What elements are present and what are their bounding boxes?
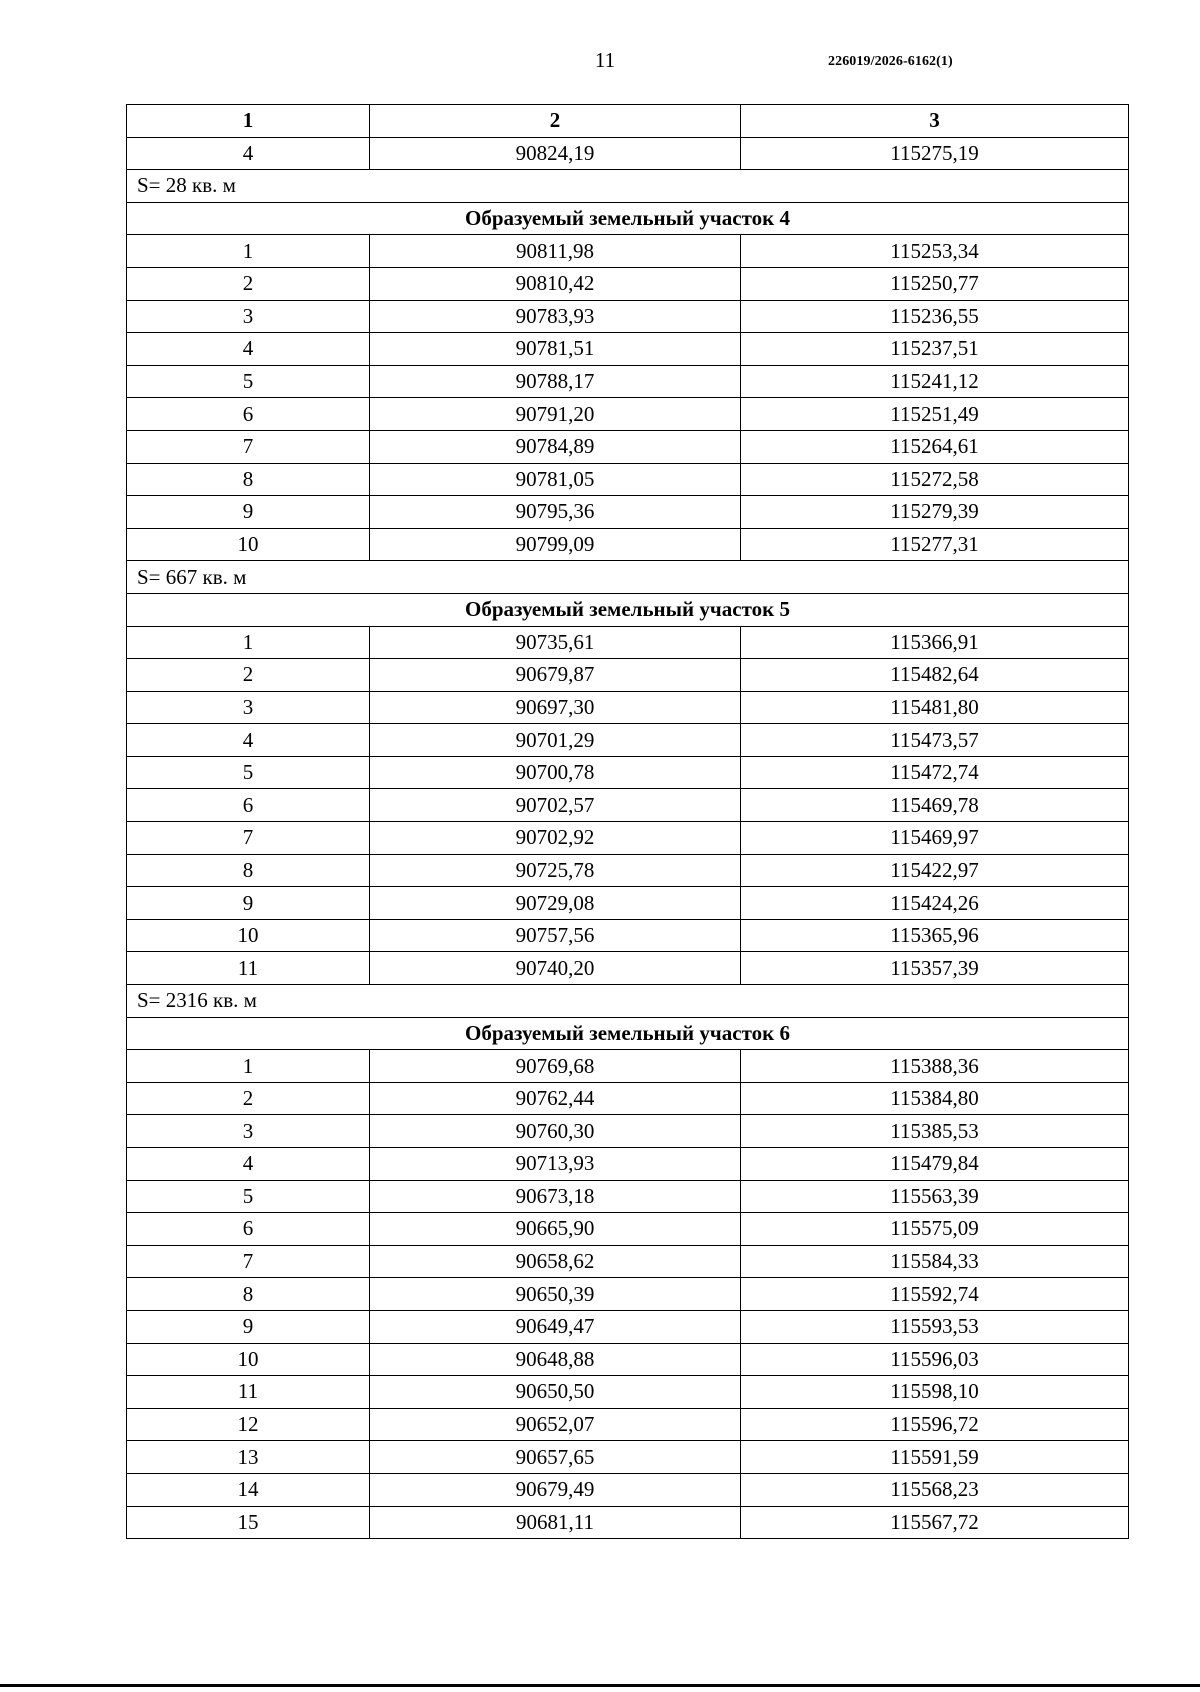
x-coordinate-cell: 90762,44 [370,1082,741,1115]
table-row [127,1050,1129,1083]
table-row [127,267,1129,300]
table-row [127,1441,1129,1474]
section-title: Образуемый земельный участок 6 [127,1017,1129,1050]
table-row [127,724,1129,757]
y-coordinate-cell: 115424,26 [741,887,1129,920]
y-coordinate-cell: 115277,31 [741,528,1129,561]
x-coordinate-cell: 90769,68 [370,1050,741,1083]
x-coordinate-cell: 90648,88 [370,1343,741,1376]
y-coordinate-cell: 115422,97 [741,854,1129,887]
table-row [127,659,1129,692]
x-coordinate-cell: 90673,18 [370,1180,741,1213]
point-number-cell: 2 [127,1082,370,1115]
point-number-cell: 15 [127,1506,370,1539]
section-title-row [127,593,1129,626]
point-number-cell: 1 [127,626,370,659]
table-row [127,756,1129,789]
x-coordinate-cell: 90650,50 [370,1376,741,1409]
x-coordinate-cell: 90735,61 [370,626,741,659]
y-coordinate-cell: 115479,84 [741,1148,1129,1181]
x-coordinate-cell: 90652,07 [370,1408,741,1441]
area-value: S= 28 кв. м [127,170,1129,203]
x-coordinate-cell: 90811,98 [370,235,741,268]
point-number-cell: 6 [127,1213,370,1246]
table-row [127,496,1129,529]
point-number-cell: 5 [127,365,370,398]
table-row [127,528,1129,561]
x-coordinate-cell: 90757,56 [370,919,741,952]
table-header-row [127,105,1129,138]
y-coordinate-cell: 115584,33 [741,1245,1129,1278]
point-number-cell: 10 [127,528,370,561]
y-coordinate-cell: 115473,57 [741,724,1129,757]
point-number-cell: 3 [127,1115,370,1148]
table-row [127,887,1129,920]
table-row [127,789,1129,822]
coordinates-table-body [127,105,1129,1539]
table-row [127,854,1129,887]
point-number-cell: 5 [127,1180,370,1213]
y-coordinate-cell: 115598,10 [741,1376,1129,1409]
point-number-cell: 4 [127,724,370,757]
x-coordinate-cell: 90650,39 [370,1278,741,1311]
area-row [127,561,1129,594]
y-coordinate-cell: 115596,72 [741,1408,1129,1441]
x-coordinate-cell: 90649,47 [370,1310,741,1343]
table-row [127,1343,1129,1376]
section-title: Образуемый земельный участок 5 [127,593,1129,626]
page-number: 11 [594,48,616,72]
y-coordinate-cell: 115236,55 [741,300,1129,333]
point-number-cell: 3 [127,300,370,333]
page-bottom-rule [0,1684,1200,1687]
y-coordinate-cell: 115264,61 [741,430,1129,463]
point-number-cell: 9 [127,1310,370,1343]
table-row [127,300,1129,333]
x-coordinate-cell: 90702,57 [370,789,741,822]
point-number-cell: 7 [127,1245,370,1278]
y-coordinate-cell: 115469,97 [741,822,1129,855]
point-number-cell: 2 [127,659,370,692]
point-number-cell: 8 [127,854,370,887]
y-coordinate-cell: 115275,19 [741,137,1129,170]
x-coordinate-cell: 90783,93 [370,300,741,333]
point-number-cell: 8 [127,1278,370,1311]
x-coordinate-cell: 90788,17 [370,365,741,398]
area-value: S= 2316 кв. м [127,985,1129,1018]
point-number-cell: 1 [127,1050,370,1083]
x-coordinate-cell: 90795,36 [370,496,741,529]
y-coordinate-cell: 115357,39 [741,952,1129,985]
point-number-cell: 6 [127,398,370,431]
x-coordinate-cell: 90791,20 [370,398,741,431]
point-number-cell: 9 [127,887,370,920]
y-coordinate-cell: 115563,39 [741,1180,1129,1213]
y-coordinate-cell: 115241,12 [741,365,1129,398]
column-header-point-number: 1 [127,105,370,138]
point-number-cell: 9 [127,496,370,529]
coordinates-table [126,104,1129,1539]
y-coordinate-cell: 115385,53 [741,1115,1129,1148]
table-row [127,822,1129,855]
x-coordinate-cell: 90700,78 [370,756,741,789]
x-coordinate-cell: 90740,20 [370,952,741,985]
table-row [127,1180,1129,1213]
table-row [127,1082,1129,1115]
table-row [127,463,1129,496]
point-number-cell: 8 [127,463,370,496]
table-row [127,137,1129,170]
area-row [127,985,1129,1018]
point-number-cell: 2 [127,267,370,300]
section-title: Образуемый земельный участок 4 [127,202,1129,235]
y-coordinate-cell: 115469,78 [741,789,1129,822]
x-coordinate-cell: 90781,51 [370,333,741,366]
area-row [127,170,1129,203]
x-coordinate-cell: 90679,49 [370,1473,741,1506]
y-coordinate-cell: 115568,23 [741,1473,1129,1506]
y-coordinate-cell: 115592,74 [741,1278,1129,1311]
table-row [127,365,1129,398]
x-coordinate-cell: 90701,29 [370,724,741,757]
table-row [127,691,1129,724]
table-row [127,398,1129,431]
x-coordinate-cell: 90760,30 [370,1115,741,1148]
y-coordinate-cell: 115250,77 [741,267,1129,300]
y-coordinate-cell: 115251,49 [741,398,1129,431]
document-reference: 226019/2026-6162(1) [828,54,953,69]
x-coordinate-cell: 90697,30 [370,691,741,724]
column-header-y: 3 [741,105,1129,138]
y-coordinate-cell: 115472,74 [741,756,1129,789]
point-number-cell: 3 [127,691,370,724]
table-row [127,1506,1129,1539]
table-row [127,1278,1129,1311]
table-row [127,430,1129,463]
point-number-cell: 10 [127,1343,370,1376]
x-coordinate-cell: 90681,11 [370,1506,741,1539]
table-row [127,626,1129,659]
y-coordinate-cell: 115481,80 [741,691,1129,724]
x-coordinate-cell: 90784,89 [370,430,741,463]
point-number-cell: 11 [127,952,370,985]
x-coordinate-cell: 90658,62 [370,1245,741,1278]
y-coordinate-cell: 115384,80 [741,1082,1129,1115]
x-coordinate-cell: 90679,87 [370,659,741,692]
point-number-cell: 12 [127,1408,370,1441]
table-row [127,235,1129,268]
point-number-cell: 14 [127,1473,370,1506]
y-coordinate-cell: 115279,39 [741,496,1129,529]
table-row [127,1148,1129,1181]
x-coordinate-cell: 90781,05 [370,463,741,496]
y-coordinate-cell: 115253,34 [741,235,1129,268]
area-value: S= 667 кв. м [127,561,1129,594]
y-coordinate-cell: 115596,03 [741,1343,1129,1376]
x-coordinate-cell: 90824,19 [370,137,741,170]
table-row [127,1213,1129,1246]
x-coordinate-cell: 90657,65 [370,1441,741,1474]
x-coordinate-cell: 90725,78 [370,854,741,887]
x-coordinate-cell: 90713,93 [370,1148,741,1181]
table-row [127,1376,1129,1409]
table-row [127,1245,1129,1278]
y-coordinate-cell: 115272,58 [741,463,1129,496]
point-number-cell: 4 [127,137,370,170]
y-coordinate-cell: 115567,72 [741,1506,1129,1539]
x-coordinate-cell: 90729,08 [370,887,741,920]
table-row [127,1408,1129,1441]
point-number-cell: 4 [127,333,370,366]
table-row [127,1115,1129,1148]
table-row [127,919,1129,952]
point-number-cell: 7 [127,822,370,855]
table-row [127,952,1129,985]
y-coordinate-cell: 115593,53 [741,1310,1129,1343]
y-coordinate-cell: 115388,36 [741,1050,1129,1083]
y-coordinate-cell: 115237,51 [741,333,1129,366]
section-title-row [127,1017,1129,1050]
point-number-cell: 5 [127,756,370,789]
point-number-cell: 10 [127,919,370,952]
x-coordinate-cell: 90702,92 [370,822,741,855]
point-number-cell: 7 [127,430,370,463]
point-number-cell: 11 [127,1376,370,1409]
y-coordinate-cell: 115591,59 [741,1441,1129,1474]
point-number-cell: 1 [127,235,370,268]
table-row [127,333,1129,366]
section-title-row [127,202,1129,235]
table-row [127,1310,1129,1343]
y-coordinate-cell: 115365,96 [741,919,1129,952]
point-number-cell: 6 [127,789,370,822]
point-number-cell: 4 [127,1148,370,1181]
y-coordinate-cell: 115575,09 [741,1213,1129,1246]
table-row [127,1473,1129,1506]
y-coordinate-cell: 115482,64 [741,659,1129,692]
column-header-x: 2 [370,105,741,138]
x-coordinate-cell: 90799,09 [370,528,741,561]
y-coordinate-cell: 115366,91 [741,626,1129,659]
point-number-cell: 13 [127,1441,370,1474]
x-coordinate-cell: 90810,42 [370,267,741,300]
x-coordinate-cell: 90665,90 [370,1213,741,1246]
